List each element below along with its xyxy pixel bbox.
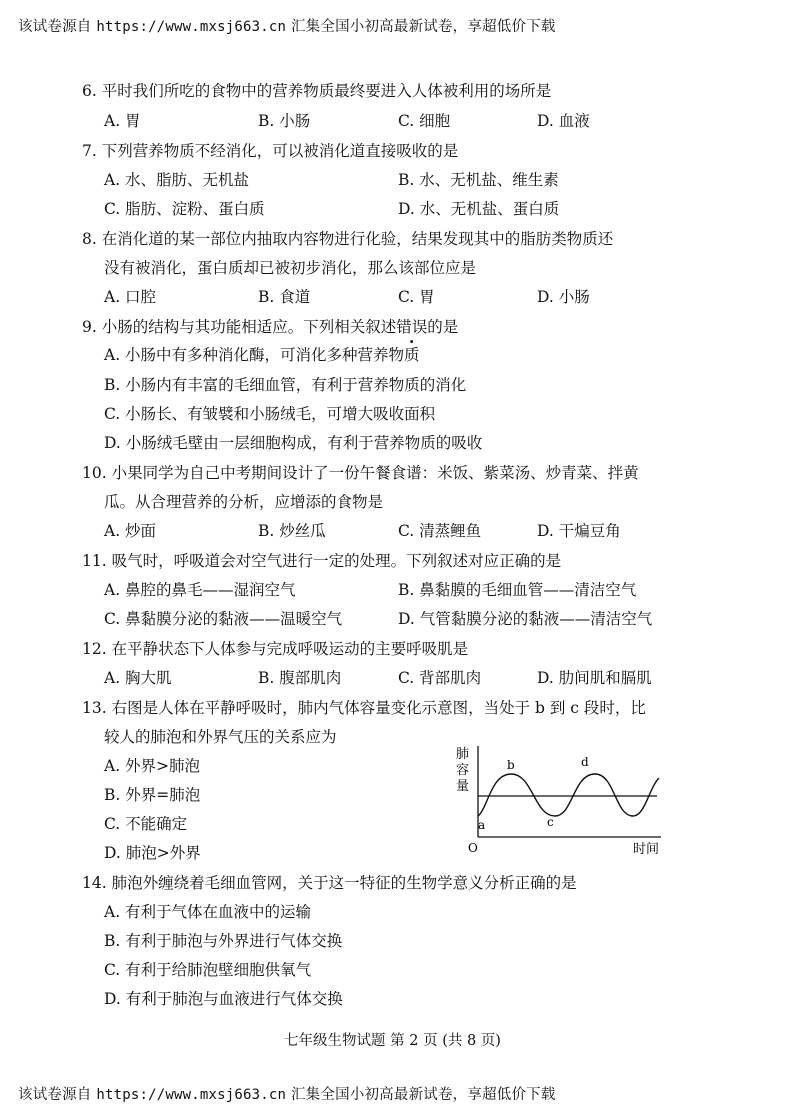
q10-option-b[interactable]: B. 炒丝瓜	[258, 522, 326, 540]
question-8-stem-line2: 没有被消化，蛋白质却已被初步消化，那么该部位应是	[104, 259, 477, 277]
question-12-stem: 12. 在平静状态下人体参与完成呼吸运动的主要呼吸肌是	[82, 640, 469, 658]
q8-option-d[interactable]: D. 小肠	[537, 288, 590, 306]
q9-option-b[interactable]: B. 小肠内有丰富的毛细血管，有利于营养物质的消化	[104, 376, 467, 394]
question-11-stem: 11. 吸气时，呼吸道会对空气进行一定的处理。下列叙述对应正确的是	[82, 552, 562, 570]
q7-option-d[interactable]: D. 水、无机盐、蛋白质	[398, 200, 560, 218]
q12-option-a[interactable]: A. 胸大肌	[104, 669, 172, 687]
banner-prefix: 该试卷源自	[18, 1087, 92, 1103]
fig-ylabel-1: 肺	[456, 747, 470, 762]
q12-option-c[interactable]: C. 背部肌肉	[398, 669, 482, 687]
q6-option-b[interactable]: B. 小肠	[258, 112, 311, 130]
q7-option-b[interactable]: B. 水、无机盐、维生素	[398, 171, 559, 189]
q9-option-a[interactable]: A. 小肠中有多种消化酶，可消化多种营养物质	[104, 346, 420, 364]
q9-stem-post: 的是	[427, 318, 459, 336]
question-13-stem-line2: 较人的肺泡和外界气压的关系应为	[104, 728, 337, 746]
question-10-stem-line1: 10. 小果同学为自己中考期间设计了一份午餐食谱：米饭、紫菜汤、炒青菜、拌黄	[82, 464, 639, 482]
banner-url[interactable]: https://www.mxsj663.cn	[96, 19, 287, 35]
fig-volume-curve	[478, 774, 659, 816]
q7-option-a[interactable]: A. 水、脂肪、无机盐	[104, 171, 250, 189]
banner-prefix: 该试卷源自	[18, 19, 92, 35]
fig-xlabel: 时间	[633, 842, 660, 857]
question-10-stem-line2: 瓜。从合理营养的分析，应增添的食物是	[104, 493, 384, 511]
q6-option-a[interactable]: A. 胃	[104, 112, 141, 130]
banner-url[interactable]: https://www.mxsj663.cn	[96, 1087, 287, 1103]
q13-option-b[interactable]: B. 外界=肺泡	[104, 786, 201, 804]
q10-option-d[interactable]: D. 干煸豆角	[537, 522, 621, 540]
q9-option-d[interactable]: D. 小肠绒毛壁由一层细胞构成，有利于营养物质的吸收	[104, 434, 483, 452]
q11-option-c[interactable]: C. 鼻黏膜分泌的黏液——温暖空气	[104, 610, 343, 628]
q14-option-c[interactable]: C. 有利于给肺泡壁细胞供氧气	[104, 961, 312, 979]
q8-option-b[interactable]: B. 食道	[258, 288, 311, 306]
q11-option-a[interactable]: A. 鼻腔的鼻毛——湿润空气	[104, 581, 296, 599]
q9-stem-pre: 9. 小肠的结构与其功能相适应。下列相关叙述	[82, 318, 397, 336]
question-13-stem-line1: 13. 右图是人体在平静呼吸时，肺内气体容量变化示意图，当处于 b 到 c 段时，比	[82, 699, 646, 717]
q13-option-c[interactable]: C. 不能确定	[104, 815, 188, 833]
fig-point-d: d	[581, 755, 589, 769]
fig-point-c: c	[547, 815, 554, 829]
q11-option-d[interactable]: D. 气管黏膜分泌的黏液——清洁空气	[398, 610, 653, 628]
fig-point-b: b	[507, 758, 515, 772]
question-6-stem: 6. 平时我们所吃的食物中的营养物质最终要进入人体被利用的场所是	[82, 82, 552, 100]
q8-option-a[interactable]: A. 口腔	[104, 288, 157, 306]
banner-suffix: 汇集全国小初高最新试卷，享超低价下载	[290, 19, 556, 35]
q9-emphasis-text: 错误	[396, 318, 428, 336]
banner-suffix: 汇集全国小初高最新试卷，享超低价下载	[290, 1087, 556, 1103]
q9-emphasis	[396, 318, 427, 336]
source-banner-bottom	[18, 1083, 556, 1104]
q8-option-c[interactable]: C. 胃	[398, 288, 435, 306]
fig-ylabel-2: 容	[456, 763, 470, 778]
question-14-stem: 14. 肺泡外缠绕着毛细血管网，关于这一特征的生物学意义分析正确的是	[82, 874, 577, 892]
q11-option-b[interactable]: B. 鼻黏膜的毛细血管——清洁空气	[398, 581, 637, 599]
q10-option-c[interactable]: C. 清蒸鲤鱼	[398, 522, 482, 540]
source-banner-top	[18, 15, 556, 36]
q6-option-c[interactable]: C. 细胞	[398, 112, 451, 130]
fig-origin: O	[468, 841, 478, 855]
q14-option-b[interactable]: B. 有利于肺泡与外界进行气体交换	[104, 932, 343, 950]
fig-ylabel-3: 量	[456, 779, 470, 794]
q13-option-a[interactable]: A. 外界>肺泡	[104, 757, 201, 775]
question-7-stem: 7. 下列营养物质不经消化，可以被消化道直接吸收的是	[82, 142, 459, 160]
q7-option-c[interactable]: C. 脂肪、淀粉、蛋白质	[104, 200, 265, 218]
question-9-stem	[82, 317, 458, 337]
q10-option-a[interactable]: A. 炒面	[104, 522, 157, 540]
q12-option-b[interactable]: B. 腹部肌肉	[258, 669, 342, 687]
q13-option-d[interactable]: D. 肺泡>外界	[104, 844, 201, 862]
fig-point-a: a	[478, 818, 486, 832]
q12-option-d[interactable]: D. 肋间肌和膈肌	[537, 669, 652, 687]
question-8-stem-line1: 8. 在消化道的某一部位内抽取内容物进行化验，结果发现其中的脂肪类物质还	[82, 230, 614, 248]
q14-option-a[interactable]: A. 有利于气体在血液中的运输	[104, 903, 312, 921]
q6-option-d[interactable]: D. 血液	[537, 112, 590, 130]
q14-option-d[interactable]: D. 有利于肺泡与血液进行气体交换	[104, 990, 343, 1008]
page-footer: 七年级生物试题 第 2 页 (共 8 页)	[284, 1033, 501, 1049]
lung-volume-figure	[455, 740, 670, 860]
q9-option-c[interactable]: C. 小肠长、有皱襞和小肠绒毛，可增大吸收面积	[104, 405, 436, 423]
